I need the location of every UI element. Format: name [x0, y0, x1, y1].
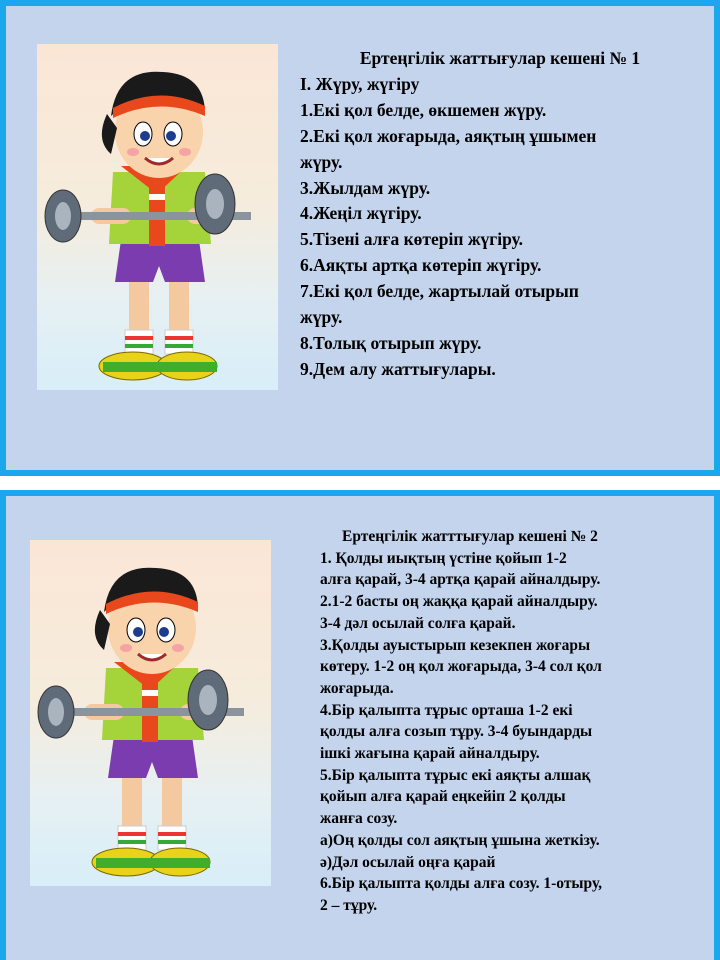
exercise-text-1	[300, 46, 690, 383]
exercise-panel-1	[0, 0, 720, 476]
exercise-line: 7.Екі қол белде, жартылай отырып	[300, 281, 579, 302]
exercise-line: жанға созу.	[320, 810, 398, 828]
exercise-line: І. Жүру, жүгіру	[300, 73, 420, 94]
exercise-line: 6.Аяқты артқа көтеріп жүгіру.	[300, 255, 542, 276]
exercise-line: 2 – тұру.	[320, 896, 378, 914]
exercise-line: ішкі жағына қарай айналдыру.	[320, 745, 540, 763]
exercise-line: 5.Бір қалыпта тұрыс екі аяқты алшақ	[320, 766, 591, 784]
exercise-line: 6.Бір қалыпта қолды алға созу. 1-отыру,	[320, 875, 603, 893]
exercise-line: 3.Қолды ауыстырып кезекпен жоғары	[320, 636, 591, 654]
exercise-title-1: Ертеңгілік жаттығулар кешені № 1	[359, 48, 641, 68]
exercise-line: 3-4 дәл осылай солға қарай.	[320, 614, 516, 632]
exercise-title-2: Ертеңгілік жатттығулар кешені № 2	[342, 528, 598, 545]
exercise-panel-2	[0, 490, 720, 960]
exercise-line: 5.Тізені алға көтеріп жүгіру.	[300, 229, 523, 250]
exercise-line: алға қарай, 3-4 артқа қарай айналдыру.	[320, 571, 601, 589]
exercise-line: 3.Жылдам жүру.	[300, 177, 431, 198]
exercise-line: қойып алға қарай еңкейіп 2 қолды	[320, 788, 566, 806]
exercise-line: 2.1-2 басты оң жаққа қарай айналдыру.	[320, 593, 598, 611]
exercise-line: 4.Бір қалыпта тұрыс орташа 1-2 екі	[320, 701, 573, 719]
exercise-line: жүру.	[300, 151, 343, 172]
exercise-line: жоғарыда.	[320, 679, 394, 697]
exercise-line: 1.Екі қол белде, өкшемен жүру.	[300, 99, 547, 120]
weightlifter-kid-illustration	[37, 44, 278, 390]
exercise-text-2	[320, 526, 690, 917]
exercise-line: жүру.	[300, 307, 343, 328]
exercise-line: ә)Дәл осылай оңға қарай	[320, 853, 496, 871]
exercise-line: а)Оң қолды сол аяқтың ұшына жеткізу.	[320, 831, 600, 849]
weightlifter-kid-drawing	[30, 540, 271, 886]
weightlifter-kid-illustration	[30, 540, 271, 886]
exercise-line: 4.Жеңіл жүгіру.	[300, 203, 422, 224]
exercise-line: 1. Қолды иықтың үстіне қойып 1-2	[320, 549, 567, 567]
exercise-line: қолды алға созып тұру. 3-4 буындарды	[320, 723, 593, 741]
exercise-line: 2.Екі қол жоғарыда, аяқтың ұшымен	[300, 125, 597, 146]
exercise-line: көтеру. 1-2 оң қол жоғарыда, 3-4 сол қол	[320, 658, 602, 676]
weightlifter-kid-drawing	[37, 44, 278, 390]
exercise-line: 9.Дем алу жаттығулары.	[300, 358, 496, 379]
exercise-line: 8.Толық отырып жүру.	[300, 332, 482, 353]
